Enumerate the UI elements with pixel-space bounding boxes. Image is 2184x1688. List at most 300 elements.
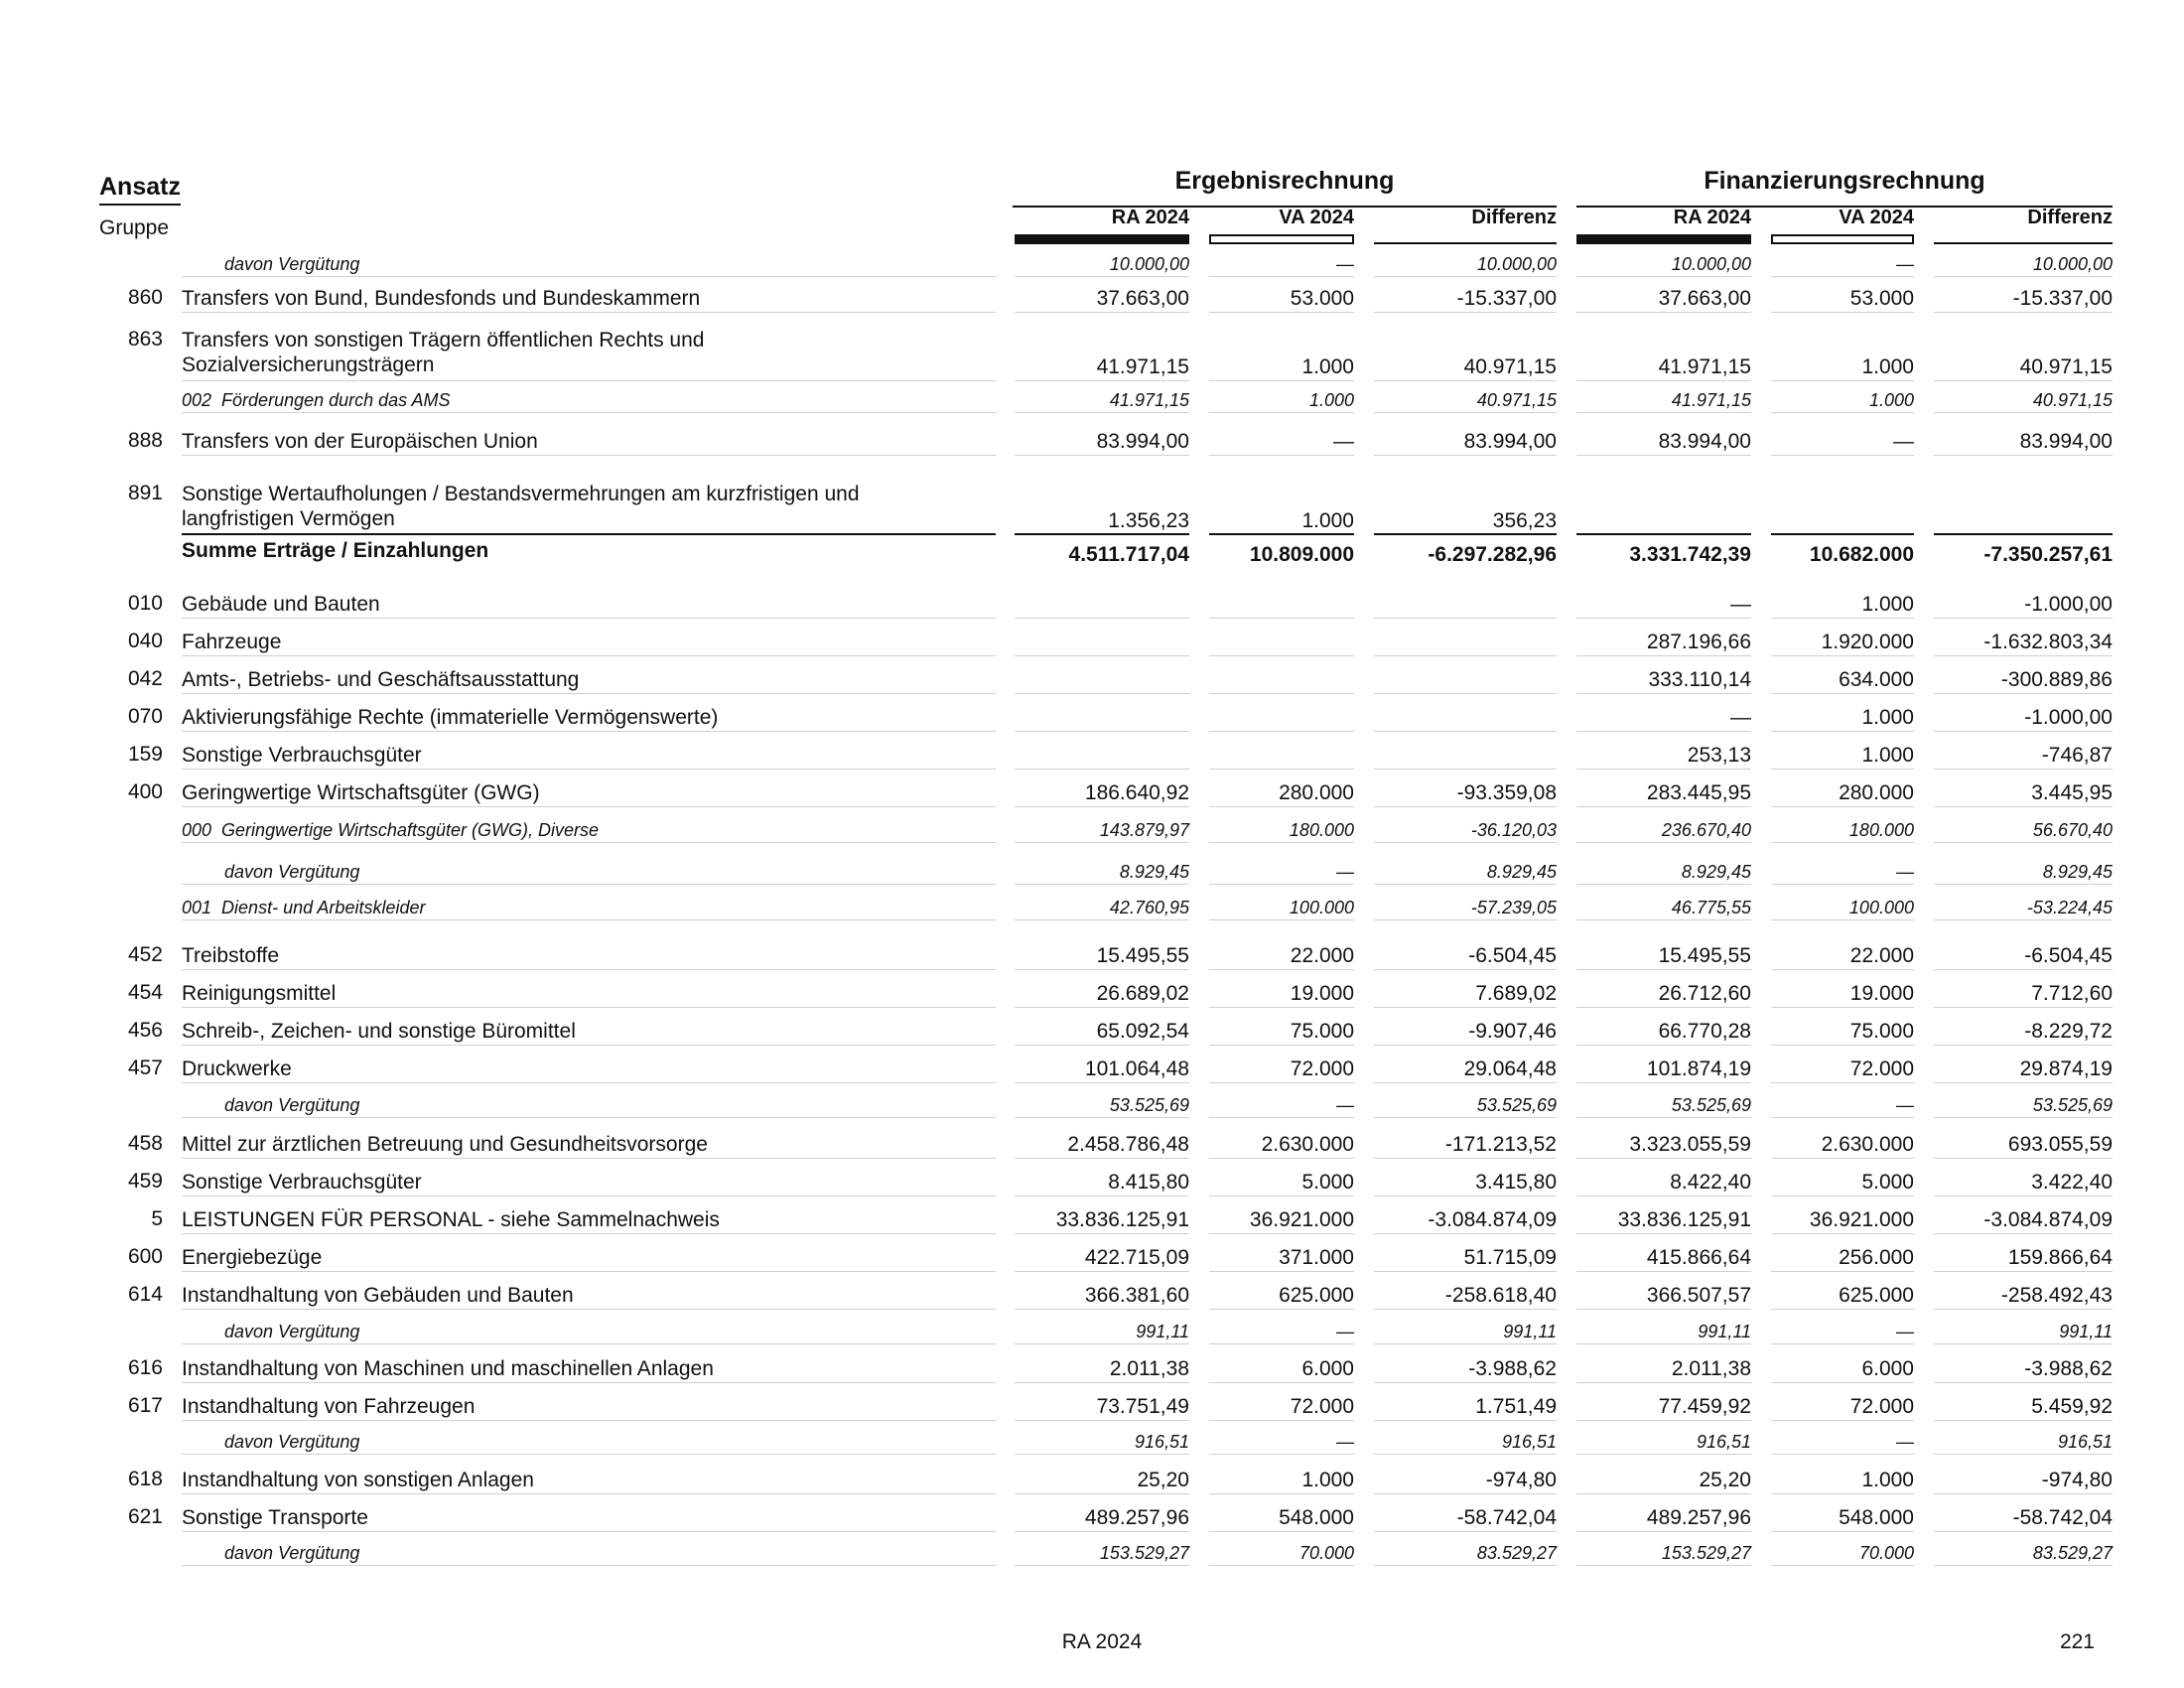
value-cell: 53.000: [1209, 286, 1354, 313]
value-cell: 15.495,55: [1576, 943, 1751, 970]
value-cell: 4.511.717,04: [1068, 543, 1189, 566]
value-cell: —: [1771, 253, 1914, 277]
value-cell: 83.529,27: [1374, 1542, 1557, 1566]
value-cell: 51.715,09: [1374, 1245, 1557, 1272]
row-label-text: Dienst- und Arbeitskleider: [221, 898, 426, 917]
value-cell: —: [1209, 1321, 1354, 1344]
row-label: Sonstige Transporte: [182, 1505, 996, 1532]
value-cell: 287.196,66: [1576, 630, 1751, 656]
table-row: [0, 897, 2184, 920]
table-row: [0, 389, 2184, 413]
value-cell: 143.879,97: [1015, 819, 1189, 843]
value-cell: 153.529,27: [1576, 1542, 1751, 1566]
value-cell: -1.000,00: [1934, 705, 2113, 732]
value-cell: 75.000: [1209, 1019, 1354, 1046]
value-cell: —: [1771, 1094, 1914, 1118]
ra-marker: [1576, 234, 1751, 244]
table-row: [0, 630, 2184, 656]
value-cell: 371.000: [1209, 1245, 1354, 1272]
value-cell: 489.257,96: [1576, 1505, 1751, 1532]
value-cell: 280.000: [1771, 780, 1914, 807]
table-row: [0, 943, 2184, 970]
value-cell: 53.525,69: [1374, 1094, 1557, 1118]
value-cell: 10.000,00: [1015, 253, 1189, 277]
value-cell: 333.110,14: [1576, 667, 1751, 694]
value-cell: —: [1209, 429, 1354, 456]
value-cell: 916,51: [1576, 1431, 1751, 1455]
table-row: [0, 861, 2184, 885]
value-cell: 1.000: [1771, 592, 1914, 619]
row-label-line1: Transfers von sonstigen Trägern öffentlichen Rechts und: [182, 329, 705, 352]
table-row: [0, 1207, 2184, 1234]
value-cell: 72.000: [1209, 1056, 1354, 1083]
row-label: Reinigungsmittel: [182, 981, 996, 1008]
value-cell: 366.507,57: [1576, 1283, 1751, 1310]
value-cell: 41.971,15: [1576, 389, 1751, 413]
value-cell: -58.742,04: [1374, 1505, 1557, 1532]
table-row: [0, 1505, 2184, 1532]
value-cell: 991,11: [1934, 1321, 2113, 1344]
row-code: 600: [127, 1245, 163, 1268]
value-cell: 2.630.000: [1209, 1132, 1354, 1159]
value-cell: 33.836.125,91: [1015, 1207, 1189, 1234]
value-cell: [1771, 508, 1914, 535]
value-cell: 1.000: [1771, 743, 1914, 770]
row-label-line1: Sonstige Wertaufholungen / Bestandsvermehrungen am kurzfristigen und: [182, 483, 860, 505]
value-cell: 548.000: [1771, 1505, 1914, 1532]
row-label: davon Vergütung: [182, 1094, 996, 1118]
row-code: 459: [127, 1170, 163, 1193]
va-marker: [1771, 234, 1914, 244]
value-cell: [1015, 743, 1189, 770]
value-cell: -58.742,04: [1934, 1505, 2113, 1532]
row-code: 452: [127, 943, 163, 966]
col-ra-2024-ergebnis: RA 2024: [1111, 207, 1189, 228]
value-cell: 1.000: [1209, 389, 1354, 413]
value-cell: 5.000: [1771, 1170, 1914, 1196]
value-cell: 53.525,69: [1015, 1094, 1189, 1118]
value-cell: —: [1576, 592, 1751, 619]
footer-title: RA 2024: [1061, 1630, 1143, 1653]
row-code: 891: [127, 482, 163, 504]
value-cell: 53.000: [1771, 286, 1914, 313]
value-cell: 100.000: [1209, 897, 1354, 920]
value-cell: -258.618,40: [1374, 1283, 1557, 1310]
row-label: [182, 482, 996, 535]
value-cell: 19.000: [1771, 981, 1914, 1008]
value-cell: 3.323.055,59: [1576, 1132, 1751, 1159]
value-cell: 8.929,45: [1015, 861, 1189, 885]
value-cell: -15.337,00: [1374, 286, 1557, 313]
value-cell: 25,20: [1015, 1468, 1189, 1494]
value-cell: 65.092,54: [1015, 1019, 1189, 1046]
value-cell: 41.971,15: [1015, 389, 1189, 413]
value-cell: 10.000,00: [1374, 253, 1557, 277]
row-code: 458: [127, 1132, 163, 1155]
row-code: 860: [127, 286, 163, 309]
value-cell: 26.712,60: [1576, 981, 1751, 1008]
row-label: Amts-, Betriebs- und Geschäftsausstattung: [182, 667, 996, 694]
table-row: [0, 1019, 2184, 1046]
value-cell: -9.907,46: [1374, 1019, 1557, 1046]
value-cell: [1576, 508, 1751, 535]
va-marker: [1209, 234, 1354, 244]
row-code: 614: [127, 1283, 163, 1306]
row-label: davon Vergütung: [182, 253, 996, 277]
value-cell: 41.971,15: [1015, 354, 1189, 381]
row-label-line2: langfristigen Vermögen: [182, 507, 395, 530]
value-cell: 8.929,45: [1576, 861, 1751, 885]
value-cell: 6.000: [1771, 1356, 1914, 1383]
value-cell: 29.064,48: [1374, 1056, 1557, 1083]
value-cell: -6.504,45: [1934, 943, 2113, 970]
row-code: 5: [151, 1207, 163, 1230]
value-cell: -8.229,72: [1934, 1019, 2113, 1046]
row-code: 400: [127, 780, 163, 803]
value-cell: [1015, 705, 1189, 732]
value-cell: 19.000: [1209, 981, 1354, 1008]
row-label: davon Vergütung: [182, 861, 996, 885]
value-cell: 1.000: [1771, 354, 1914, 381]
value-cell: 83.529,27: [1934, 1542, 2113, 1566]
value-cell: 56.670,40: [1934, 819, 2113, 843]
value-cell: 77.459,92: [1576, 1394, 1751, 1421]
value-cell: -1.000,00: [1934, 592, 2113, 619]
value-cell: —: [1771, 1321, 1914, 1344]
value-cell: -53.224,45: [1934, 897, 2113, 920]
value-cell: 1.000: [1771, 705, 1914, 732]
finanzierungsrechnung-title: Finanzierungsrechnung: [1576, 167, 2113, 208]
table-row: [0, 1356, 2184, 1383]
value-cell: 72.000: [1771, 1056, 1914, 1083]
value-cell: [1374, 705, 1557, 732]
table-row: [0, 328, 2184, 381]
value-cell: [1374, 743, 1557, 770]
row-label: [182, 897, 996, 920]
value-cell: 153.529,27: [1015, 1542, 1189, 1566]
row-code: 617: [127, 1394, 163, 1417]
value-cell: —: [1576, 705, 1751, 732]
value-cell: 2.011,38: [1015, 1356, 1189, 1383]
table-row: [0, 780, 2184, 807]
value-cell: 366.381,60: [1015, 1283, 1189, 1310]
value-cell: -3.988,62: [1934, 1356, 2113, 1383]
value-cell: -974,80: [1934, 1468, 2113, 1494]
table-row: [0, 253, 2184, 277]
row-label: Aktivierungsfähige Rechte (immaterielle Vermögenswerte): [182, 705, 996, 732]
value-cell: 1.000: [1771, 1468, 1914, 1494]
value-cell: [1209, 667, 1354, 694]
value-cell: 22.000: [1209, 943, 1354, 970]
row-label-line2: Sozialversicherungsträgern: [182, 353, 435, 376]
row-label: LEISTUNGEN FÜR PERSONAL - siehe Sammelnachweis: [182, 1207, 996, 1234]
value-cell: -6.297.282,96: [1428, 543, 1557, 566]
value-cell: -6.504,45: [1374, 943, 1557, 970]
value-cell: —: [1209, 861, 1354, 885]
col-ra-2024-finanz: RA 2024: [1673, 207, 1751, 228]
table-row: [0, 743, 2184, 770]
value-cell: [1209, 705, 1354, 732]
value-cell: 3.422,40: [1934, 1170, 2113, 1196]
value-cell: 46.775,55: [1576, 897, 1751, 920]
table-row: [0, 1431, 2184, 1455]
value-cell: 415.866,64: [1576, 1245, 1751, 1272]
value-cell: —: [1209, 1094, 1354, 1118]
value-cell: 1.920.000: [1771, 630, 1914, 656]
row-label-text: Förderungen durch das AMS: [221, 390, 451, 410]
value-cell: 916,51: [1934, 1431, 2113, 1455]
value-cell: -974,80: [1374, 1468, 1557, 1494]
value-cell: 2.458.786,48: [1015, 1132, 1189, 1159]
value-cell: 15.495,55: [1015, 943, 1189, 970]
value-cell: 75.000: [1771, 1019, 1914, 1046]
differenz-marker: [1374, 242, 1557, 244]
value-cell: 625.000: [1209, 1283, 1354, 1310]
value-cell: 10.000,00: [1934, 253, 2113, 277]
row-code: 159: [127, 743, 163, 766]
value-cell: 256.000: [1771, 1245, 1914, 1272]
value-cell: 83.994,00: [1576, 429, 1751, 456]
row-label: Schreib-, Zeichen- und sonstige Büromittel: [182, 1019, 996, 1046]
value-cell: 8.415,80: [1015, 1170, 1189, 1196]
row-label: [182, 819, 996, 843]
row-label: Instandhaltung von sonstigen Anlagen: [182, 1468, 996, 1494]
value-cell: 8.929,45: [1374, 861, 1557, 885]
value-cell: 10.682.000: [1809, 543, 1914, 566]
value-cell: 7.689,02: [1374, 981, 1557, 1008]
value-cell: 991,11: [1015, 1321, 1189, 1344]
value-cell: 40.971,15: [1374, 389, 1557, 413]
table-row: [0, 1056, 2184, 1083]
row-label: Transfers von Bund, Bundesfonds und Bundeskammern: [182, 286, 996, 313]
value-cell: 37.663,00: [1015, 286, 1189, 313]
row-code: 042: [127, 667, 163, 690]
value-cell: [1374, 592, 1557, 619]
value-cell: 422.715,09: [1015, 1245, 1189, 1272]
row-subcode: 000: [182, 820, 212, 840]
value-cell: 625.000: [1771, 1283, 1914, 1310]
col-differenz-finanz: Differenz: [2027, 207, 2113, 228]
value-cell: -7.350.257,61: [1983, 543, 2113, 566]
table-row: [0, 981, 2184, 1008]
table-row: [0, 286, 2184, 313]
value-cell: 66.770,28: [1576, 1019, 1751, 1046]
value-cell: 5.000: [1209, 1170, 1354, 1196]
table-row: [0, 1283, 2184, 1310]
value-cell: 159.866,64: [1934, 1245, 2113, 1272]
row-code: 616: [127, 1356, 163, 1379]
value-cell: —: [1771, 429, 1914, 456]
value-cell: 83.994,00: [1374, 429, 1557, 456]
value-cell: 36.921.000: [1771, 1207, 1914, 1234]
row-code: 040: [127, 630, 163, 652]
value-cell: 236.670,40: [1576, 819, 1751, 843]
row-code: 888: [127, 429, 163, 452]
value-cell: 36.921.000: [1209, 1207, 1354, 1234]
value-cell: -3.988,62: [1374, 1356, 1557, 1383]
value-cell: 72.000: [1771, 1394, 1914, 1421]
row-code: 457: [127, 1056, 163, 1079]
value-cell: 5.459,92: [1934, 1394, 2113, 1421]
table-row: [0, 1542, 2184, 1566]
value-cell: 22.000: [1771, 943, 1914, 970]
row-label: Instandhaltung von Gebäuden und Bauten: [182, 1283, 996, 1310]
value-cell: 916,51: [1015, 1431, 1189, 1455]
value-cell: 25,20: [1576, 1468, 1751, 1494]
row-label: Fahrzeuge: [182, 630, 996, 656]
value-cell: 356,23: [1374, 508, 1557, 535]
value-cell: -1.632.803,34: [1934, 630, 2113, 656]
value-cell: [1374, 667, 1557, 694]
table-row: [0, 482, 2184, 535]
row-label: davon Vergütung: [182, 1431, 996, 1455]
value-cell: [1015, 630, 1189, 656]
row-label: Treibstoffe: [182, 943, 996, 970]
value-cell: -300.889,86: [1934, 667, 2113, 694]
value-cell: 2.630.000: [1771, 1132, 1914, 1159]
value-cell: 2.011,38: [1576, 1356, 1751, 1383]
value-cell: -3.084.874,09: [1934, 1207, 2113, 1234]
value-cell: 101.064,48: [1015, 1056, 1189, 1083]
value-cell: 40.971,15: [1934, 354, 2113, 381]
value-cell: —: [1209, 253, 1354, 277]
value-cell: 991,11: [1374, 1321, 1557, 1344]
value-cell: 693.055,59: [1934, 1132, 2113, 1159]
row-label: Mittel zur ärztlichen Betreuung und Gesundheitsvorsorge: [182, 1132, 996, 1159]
value-cell: 186.640,92: [1015, 780, 1189, 807]
value-cell: [1374, 630, 1557, 656]
row-code: 456: [127, 1019, 163, 1042]
value-cell: 180.000: [1771, 819, 1914, 843]
value-cell: 53.525,69: [1934, 1094, 2113, 1118]
value-cell: 548.000: [1209, 1505, 1354, 1532]
sum-row: [0, 538, 2184, 564]
table-row: [0, 1394, 2184, 1421]
table-row: [0, 667, 2184, 694]
value-cell: 72.000: [1209, 1394, 1354, 1421]
table-row: [0, 705, 2184, 732]
table-row: [0, 819, 2184, 843]
value-cell: 10.000,00: [1576, 253, 1751, 277]
row-label: [182, 328, 996, 381]
value-cell: —: [1771, 1431, 1914, 1455]
row-label: davon Vergütung: [182, 1321, 996, 1344]
value-cell: 70.000: [1771, 1542, 1914, 1566]
value-cell: -36.120,03: [1374, 819, 1557, 843]
table-row: [0, 1245, 2184, 1272]
value-cell: -171.213,52: [1374, 1132, 1557, 1159]
row-code: 454: [127, 981, 163, 1004]
table-row: [0, 1321, 2184, 1344]
row-subcode: 001: [182, 898, 212, 917]
value-cell: 42.760,95: [1015, 897, 1189, 920]
row-label: Geringwertige Wirtschaftsgüter (GWG): [182, 780, 996, 807]
col-va-2024-finanz: VA 2024: [1839, 207, 1914, 228]
value-cell: -15.337,00: [1934, 286, 2113, 313]
value-cell: 40.971,15: [1934, 389, 2113, 413]
table-row: [0, 1132, 2184, 1159]
value-cell: -258.492,43: [1934, 1283, 2113, 1310]
row-code: 621: [127, 1505, 163, 1528]
row-label: Sonstige Verbrauchsgüter: [182, 743, 996, 770]
value-cell: [1209, 630, 1354, 656]
col-differenz-ergebnis: Differenz: [1471, 207, 1557, 228]
value-cell: 1.000: [1209, 354, 1354, 381]
value-cell: 53.525,69: [1576, 1094, 1751, 1118]
value-cell: 83.994,00: [1934, 429, 2113, 456]
value-cell: [1209, 592, 1354, 619]
row-subcode: 002: [182, 390, 212, 410]
value-cell: 73.751,49: [1015, 1394, 1189, 1421]
value-cell: 916,51: [1374, 1431, 1557, 1455]
value-cell: [1015, 592, 1189, 619]
ra-marker: [1015, 234, 1189, 244]
row-code: 618: [127, 1468, 163, 1490]
value-cell: -93.359,08: [1374, 780, 1557, 807]
col-va-2024-ergebnis: VA 2024: [1279, 207, 1354, 228]
table-row: [0, 1094, 2184, 1118]
value-cell: -746,87: [1934, 743, 2113, 770]
row-label: Instandhaltung von Fahrzeugen: [182, 1394, 996, 1421]
value-cell: 40.971,15: [1374, 354, 1557, 381]
value-cell: 283.445,95: [1576, 780, 1751, 807]
table-row: [0, 592, 2184, 619]
row-label: [182, 389, 996, 413]
value-cell: —: [1771, 861, 1914, 885]
value-cell: [1015, 667, 1189, 694]
table-row: [0, 429, 2184, 456]
value-cell: 991,11: [1576, 1321, 1751, 1344]
value-cell: 33.836.125,91: [1576, 1207, 1751, 1234]
value-cell: 70.000: [1209, 1542, 1354, 1566]
value-cell: 280.000: [1209, 780, 1354, 807]
value-cell: 83.994,00: [1015, 429, 1189, 456]
value-cell: 26.689,02: [1015, 981, 1189, 1008]
value-cell: 29.874,19: [1934, 1056, 2113, 1083]
value-cell: 180.000: [1209, 819, 1354, 843]
row-label-text: Geringwertige Wirtschaftsgüter (GWG), Diverse: [221, 820, 599, 840]
differenz-marker: [1934, 242, 2113, 244]
value-cell: 6.000: [1209, 1356, 1354, 1383]
ansatz-header: Ansatz: [99, 173, 181, 206]
page-number: 221: [2059, 1630, 2095, 1653]
value-cell: 10.809.000: [1249, 543, 1354, 566]
value-cell: [1934, 508, 2113, 535]
value-cell: —: [1209, 1431, 1354, 1455]
value-cell: 8.929,45: [1934, 861, 2113, 885]
table-row: [0, 1170, 2184, 1196]
row-label: Summe Erträge / Einzahlungen: [182, 539, 489, 562]
row-code: 010: [127, 592, 163, 615]
value-cell: 37.663,00: [1576, 286, 1751, 313]
value-cell: 489.257,96: [1015, 1505, 1189, 1532]
ergebnisrechnung-title: Ergebnisrechnung: [1013, 167, 1557, 208]
row-label: davon Vergütung: [182, 1542, 996, 1566]
row-label: Transfers von der Europäischen Union: [182, 429, 996, 456]
value-cell: 101.874,19: [1576, 1056, 1751, 1083]
value-cell: 3.331.742,39: [1629, 543, 1751, 566]
value-cell: 7.712,60: [1934, 981, 2113, 1008]
row-code: 070: [127, 705, 163, 728]
table-row: [0, 1468, 2184, 1494]
gruppe-header: Gruppe: [99, 216, 170, 239]
value-cell: 1.356,23: [1015, 508, 1189, 535]
value-cell: 634.000: [1771, 667, 1914, 694]
value-cell: 8.422,40: [1576, 1170, 1751, 1196]
value-cell: -3.084.874,09: [1374, 1207, 1557, 1234]
value-cell: 1.000: [1771, 389, 1914, 413]
row-label: Sonstige Verbrauchsgüter: [182, 1170, 996, 1196]
